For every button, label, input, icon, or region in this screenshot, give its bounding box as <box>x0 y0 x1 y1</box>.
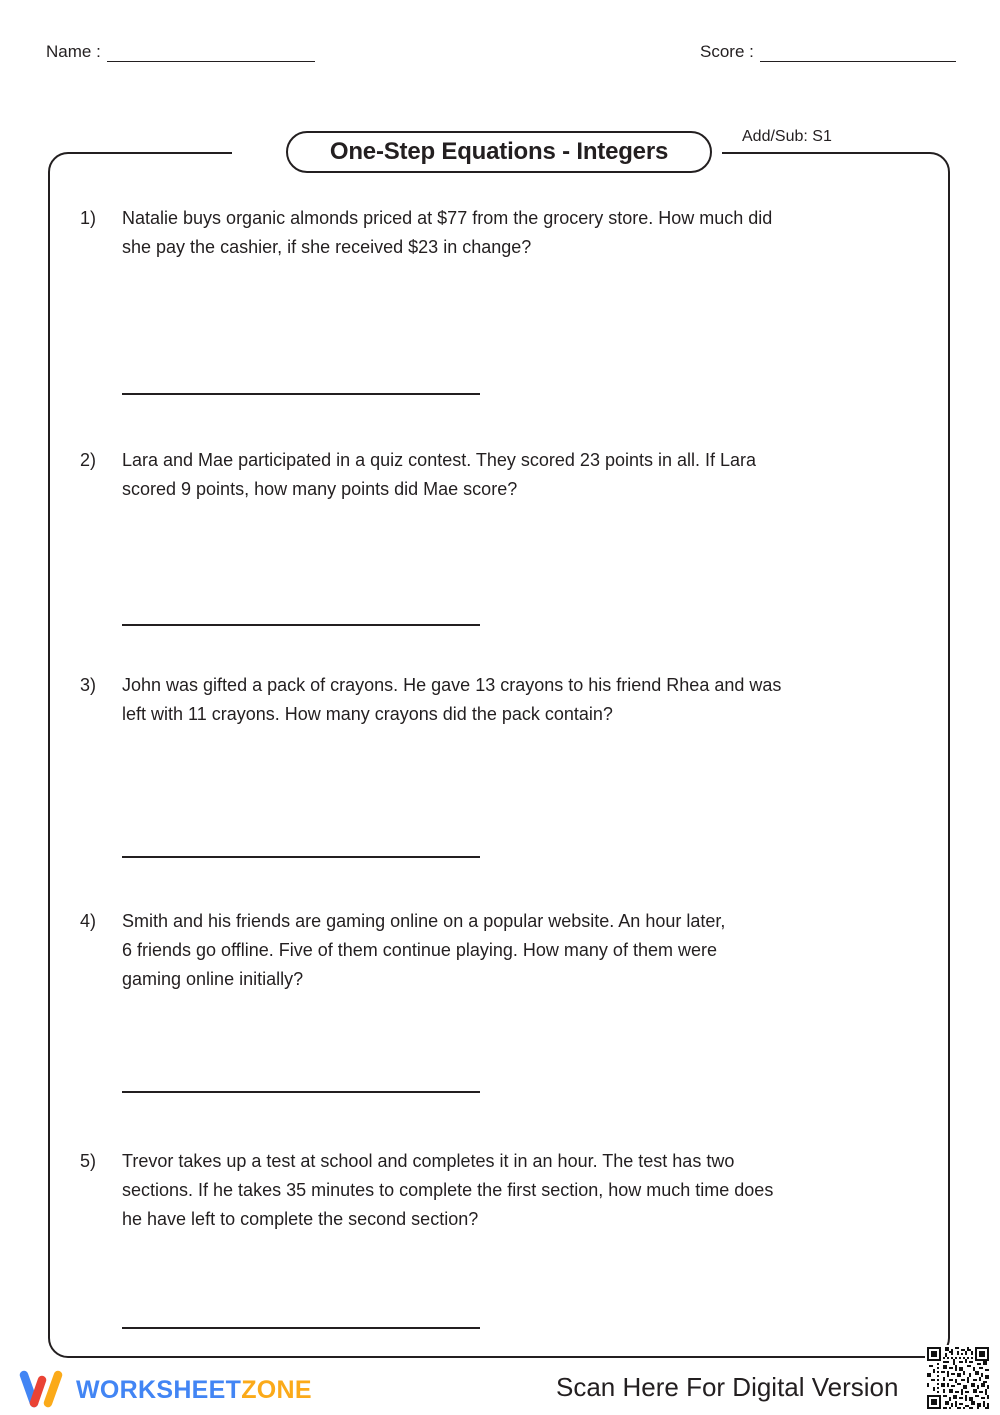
question-number: 5) <box>79 1151 96 1171</box>
answer-line[interactable] <box>122 624 480 626</box>
name-label: Name : <box>46 42 101 61</box>
question-line: gaming online initially? <box>122 969 304 989</box>
worksheet-header <box>0 42 1000 76</box>
worksheet-zone-logo[interactable] <box>18 1370 312 1410</box>
qr-code-icon[interactable] <box>925 1345 991 1411</box>
worksheet-title-badge <box>286 131 712 173</box>
score-field[interactable] <box>700 42 956 62</box>
score-input-rule[interactable] <box>760 44 956 62</box>
worksheet-subtitle: Add/Sub: S1 <box>742 128 832 145</box>
question-line: scored 9 points, how many points did Mae score? <box>122 479 518 499</box>
question-line: 6 friends go offline. Five of them continue playing. How many of them were <box>122 940 717 960</box>
worksheet-footer <box>0 1360 1000 1415</box>
question-line: she pay the cashier, if she received $23 in change? <box>122 237 532 257</box>
score-label: Score : <box>700 42 754 61</box>
question-text <box>122 907 922 994</box>
question-text <box>122 1147 922 1234</box>
logo-word-zone: ZONE <box>241 1375 312 1404</box>
answer-line[interactable] <box>122 1327 480 1329</box>
answer-line[interactable] <box>122 856 480 858</box>
name-field[interactable] <box>46 42 315 62</box>
question-item <box>48 1147 950 1234</box>
answer-line[interactable] <box>122 393 480 395</box>
question-text <box>122 204 922 262</box>
question-number: 1) <box>79 208 96 228</box>
question-line: Trevor takes up a test at school and completes it in an hour. The test has two <box>122 1151 735 1171</box>
question-number: 2) <box>79 450 96 470</box>
question-line: John was gifted a pack of crayons. He gave 13 crayons to his friend Rhea and was <box>122 675 782 695</box>
logo-word-worksheet: WORKSHEET <box>76 1375 242 1404</box>
question-line: Smith and his friends are gaming online on a popular website. An hour later, <box>122 911 726 931</box>
logo-wordmark <box>76 1376 312 1405</box>
logo-mark-icon <box>18 1370 70 1410</box>
question-text <box>122 671 922 729</box>
question-item <box>48 907 950 994</box>
answer-line[interactable] <box>122 1091 480 1093</box>
question-line: Lara and Mae participated in a quiz contest. They scored 23 points in all. If Lara <box>122 450 757 470</box>
scan-prompt-text: Scan Here For Digital Version <box>556 1372 899 1402</box>
question-line: Natalie buys organic almonds priced at $77 from the grocery store. How much did <box>122 208 773 228</box>
question-number: 3) <box>79 675 96 695</box>
question-line: he have left to complete the second section? <box>122 1209 479 1229</box>
page-title: One-Step Equations - Integers <box>329 138 669 165</box>
question-number: 4) <box>79 911 96 931</box>
question-line: left with 11 crayons. How many crayons did the pack contain? <box>122 704 613 724</box>
question-line: sections. If he takes 35 minutes to complete the first section, how much time does <box>122 1180 774 1200</box>
name-input-rule[interactable] <box>107 44 315 62</box>
question-item <box>48 204 950 262</box>
question-item <box>48 671 950 729</box>
question-text <box>122 446 922 504</box>
question-item <box>48 446 950 504</box>
